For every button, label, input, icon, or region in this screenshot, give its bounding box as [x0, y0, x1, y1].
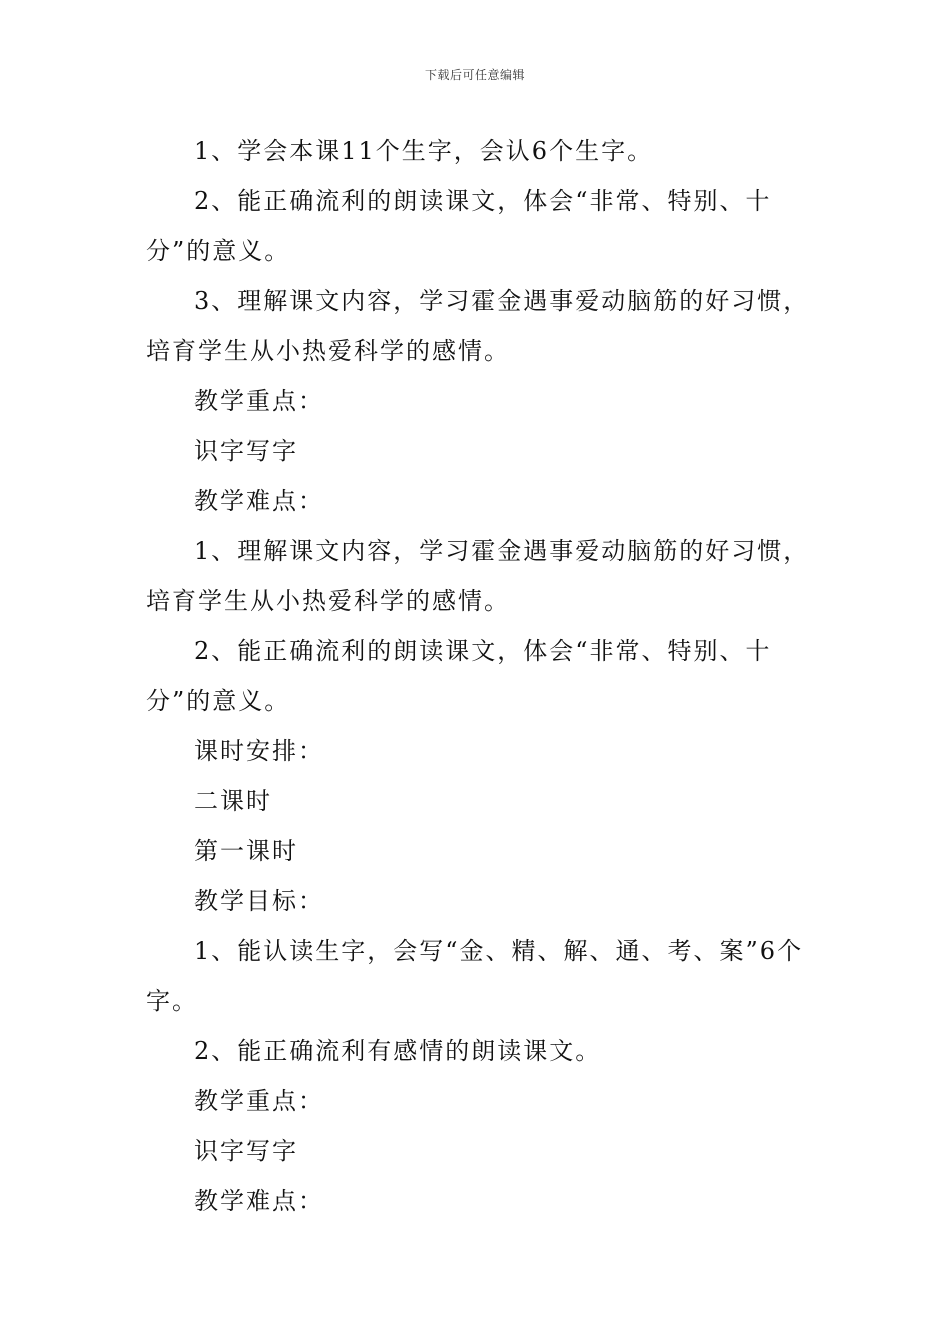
document-body: [146, 126, 810, 1226]
difficult-point-2: 2、能正确流利的朗读课文，体会“非常、特别、十分”的意义。: [146, 637, 772, 715]
schedule-heading: 课时安排：: [194, 737, 324, 765]
lesson-objective-1: 1、能认读生字，会写“金、精、解、通、考、案”6个字。: [146, 937, 804, 1015]
key-points-content: 识字写字: [194, 437, 298, 465]
difficult-point-1: 1、理解课文内容，学习霍金遇事爱动脑筋的好习惯，培育学生从小热爱科学的感情。: [146, 537, 810, 615]
page-header: 下载后可任意编辑: [424, 68, 525, 82]
lesson-objectives-heading: 教学目标：: [194, 887, 324, 915]
schedule-content: 二课时: [194, 787, 272, 815]
lesson-difficult-points-heading: 教学难点：: [194, 1187, 324, 1215]
difficult-points-heading: 教学难点：: [194, 487, 324, 515]
objective-1: 1、学会本课11个生字，会认6个生字。: [194, 137, 654, 165]
first-lesson-heading: 第一课时: [194, 837, 298, 865]
lesson-objective-2: 2、能正确流利有感情的朗读课文。: [194, 1037, 602, 1065]
objective-2: 2、能正确流利的朗读课文，体会“非常、特别、十分”的意义。: [146, 187, 772, 265]
lesson-key-points-heading: 教学重点：: [194, 1087, 324, 1115]
key-points-heading: 教学重点：: [194, 387, 324, 415]
objective-3: 3、理解课文内容，学习霍金遇事爱动脑筋的好习惯，培育学生从小热爱科学的感情。: [146, 287, 810, 365]
lesson-key-points-content: 识字写字: [194, 1137, 298, 1165]
